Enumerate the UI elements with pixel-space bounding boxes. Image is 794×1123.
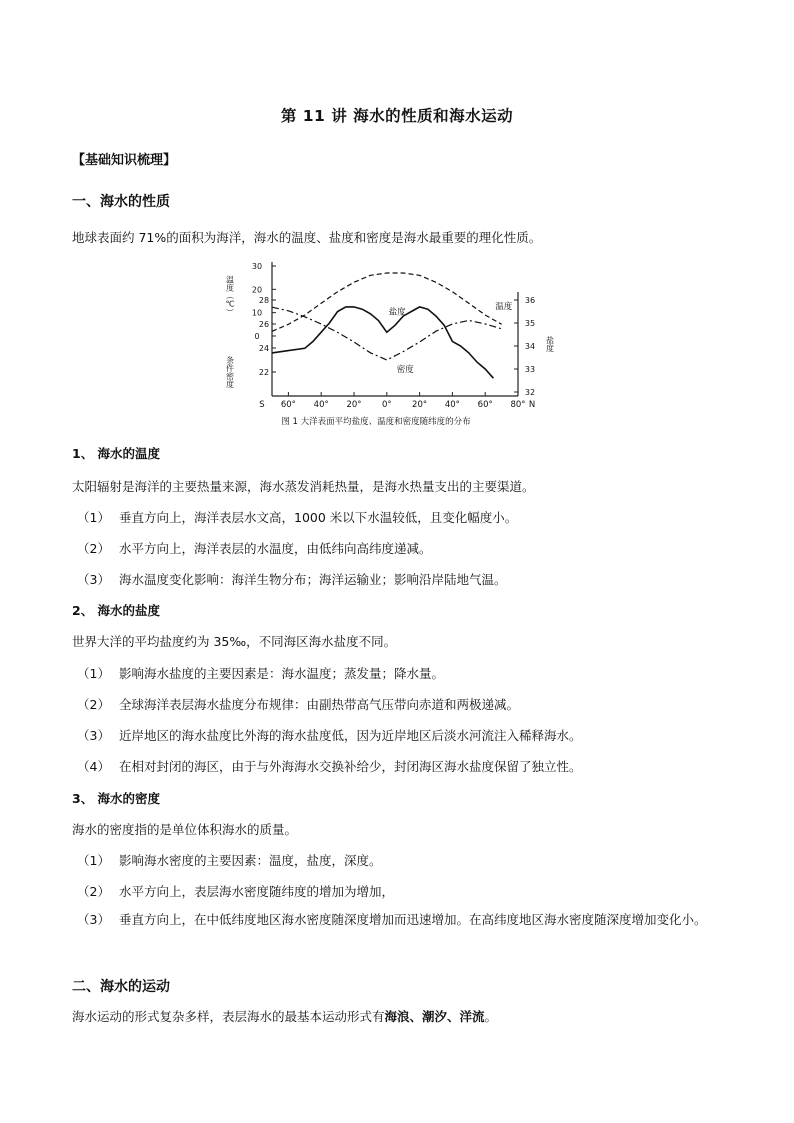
section2-heading: 二、海水的运动 [72, 979, 170, 995]
item-text: 垂直方向上，在中低纬度地区海水密度随深度增加而迅速增加。在高纬度地区海水密度随深度增加变化小。 [119, 912, 707, 927]
chart-labels [226, 262, 555, 427]
sub2-heading: 2、 海水的盐度 [72, 603, 161, 618]
intro-end: 。 [484, 1009, 498, 1024]
y-tick-label-density: 26 [258, 320, 270, 329]
x-tick-label: 20° [412, 400, 428, 410]
sub1-intro: 太阳辐射是海洋的主要热量来源，海水蒸发消耗热量，是海水热量支出的主要渠道。 [72, 479, 535, 494]
x-tick-label: 0° [381, 400, 392, 410]
item-number: （1） [77, 510, 110, 525]
page-title: 第 11 讲 海水的性质和海水运动 [280, 107, 514, 125]
x-tick-label: S [259, 400, 265, 410]
series-label-temperature: 温度 [495, 302, 513, 312]
sub3-intro: 海水的密度指的是单位体积海水的质量。 [72, 822, 298, 837]
item-text: 影响海水密度的主要因素：温度，盐度，深度。 [119, 853, 382, 868]
intro-text: 海水运动的形式复杂多样，表层海水的最基本运动形式有 [72, 1009, 385, 1024]
list-item [77, 539, 432, 557]
sub3-heading: 3、 海水的密度 [72, 791, 161, 806]
list-item [77, 695, 519, 713]
item-number: （2） [77, 884, 110, 899]
item-text: 垂直方向上，海洋表层水文高，1000 米以下水温较低，且变化幅度小。 [119, 510, 518, 525]
y-tick-label-temp: 10 [251, 308, 263, 318]
item-text: 水平方向上，表层海水密度随纬度的增加为增加， [119, 884, 395, 899]
sub2-intro: 世界大洋的平均盐度约为 35‰，不同海区海水盐度不同。 [72, 634, 397, 649]
section2-intro [72, 1007, 497, 1025]
item-number: （4） [77, 759, 110, 774]
x-tick-label: N [528, 400, 536, 410]
list-item [77, 664, 444, 682]
y-tick-label-density: 24 [258, 344, 270, 353]
series-line-temperature [272, 273, 502, 331]
list-item [77, 757, 582, 775]
series-label-salinity: 盐度 [388, 307, 406, 318]
motion-forms: 海浪、潮汐、洋流 [384, 1009, 485, 1024]
item-number: （3） [77, 912, 110, 927]
item-text: 近岸地区的海水盐度比外海的海水盐度低，因为近岸地区后淡水河流注入稀释海水。 [119, 728, 582, 743]
item-text: 在相对封闭的海区，由于与外海海水交换补给少，封闭海区海水盐度保留了独立性。 [119, 759, 582, 774]
y-tick-label-temp: 20 [251, 285, 263, 295]
x-tick-label: 40° [444, 400, 460, 410]
sub1-heading: 1、 海水的温度 [72, 446, 161, 461]
y-tick-label-salinity: 33 [524, 365, 536, 374]
chart-caption: 图 1 大洋表面平均盐度、温度和密度随纬度的分布 [281, 417, 471, 427]
y-axis-title-temp: 温度（℃） [226, 275, 235, 317]
item-number: （1） [77, 853, 110, 868]
chart-axes [272, 262, 518, 396]
section1-intro: 地球表面约 71%的面积为海洋，海水的温度、盐度和密度是海水最重要的理化性质。 [72, 230, 542, 245]
y-tick-label-salinity: 36 [524, 296, 536, 305]
y-tick-label-temp: 30 [251, 262, 263, 271]
x-tick-label: 60° [280, 400, 296, 410]
y-tick-label-salinity: 34 [524, 342, 536, 351]
list-item [77, 851, 382, 869]
y-axis-title-density: 条件密度 [226, 356, 235, 388]
x-tick-label: 60° [477, 400, 493, 410]
item-text: 全球海洋表层海水盐度分布规律：由副热带高气压带向赤道和两极递减。 [119, 697, 520, 712]
item-text: 水平方向上，海洋表层的水温度，由低纬向高纬度递减。 [119, 541, 432, 556]
item-text: 海水温度变化影响：海洋生物分布；海洋运输业；影响沿岸陆地气温。 [119, 572, 507, 587]
list-item [77, 508, 517, 526]
y-tick-label-salinity: 35 [524, 319, 536, 328]
item-number: （3） [77, 728, 110, 743]
item-number: （1） [77, 666, 110, 681]
item-number: （3） [77, 572, 110, 587]
x-tick-label: 20° [346, 400, 362, 410]
series-label-density: 密度 [396, 365, 414, 375]
section1-heading: 一、海水的性质 [72, 194, 170, 210]
x-tick-label: 80° [510, 400, 526, 410]
list-item [77, 882, 394, 900]
ocean-property-chart [226, 252, 566, 432]
y-tick-label-density: 22 [258, 368, 270, 377]
y-tick-label-temp: 0 [254, 332, 260, 341]
y-axis-title-salinity: 盐度 [545, 336, 555, 352]
y-tick-label-salinity: 32 [524, 388, 536, 397]
x-tick-label: 40° [313, 400, 329, 410]
list-item [77, 726, 582, 744]
item-number: （2） [77, 541, 110, 556]
item-number: （2） [77, 697, 110, 712]
list-item [77, 570, 507, 588]
y-tick-label-density: 28 [258, 296, 270, 305]
chart-series [272, 273, 502, 378]
item-text: 影响海水盐度的主要因素是：海水温度；蒸发量；降水量。 [119, 666, 445, 681]
section-tag: 【基础知识梳理】 [72, 153, 177, 168]
list-item [77, 904, 737, 936]
